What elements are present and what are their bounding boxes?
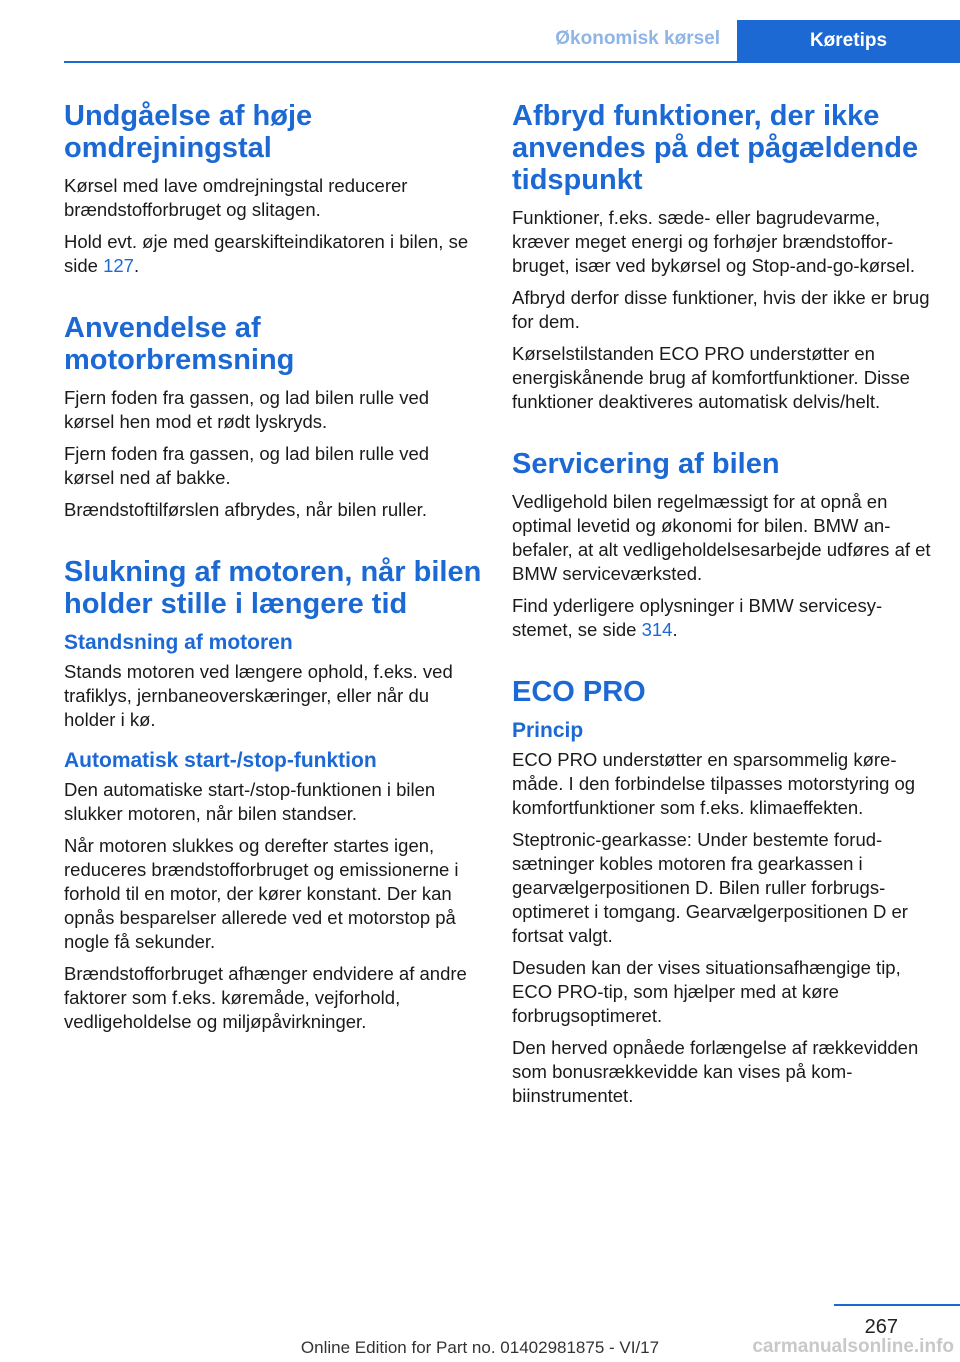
page-link-314[interactable]: 314 xyxy=(641,619,673,640)
header-section-title: Økonomisk kørsel xyxy=(555,28,720,49)
paragraph: Kørsel med lave omdrejningstal reducerer brændstofforbruget og slitagen. xyxy=(64,175,408,220)
heading-servicering: Servicering af bilen xyxy=(512,448,780,480)
paragraph: Stands motoren ved længere ophold, f.eks. ved trafiklys, jernbaneoverskæringer, eller når du holder i kø. xyxy=(64,661,453,730)
heading-undgaaelse: Undgåelse af høje omdrejningstal xyxy=(64,100,313,164)
page-link-127[interactable]: 127 xyxy=(103,255,134,276)
heading-motorbremsning: Anvendelse af motorbremsning xyxy=(64,312,295,376)
paragraph: Afbryd derfor disse funktioner, hvis der ikke er brug for dem. xyxy=(512,287,930,332)
subheading-princip: Princip xyxy=(512,719,584,742)
paragraph: Fjern foden fra gassen, og lad bilen rulle ved kørsel ned af bakke. xyxy=(64,443,430,488)
page-header xyxy=(0,0,960,62)
paragraph: Steptronic-gearkasse: Under bestemte forudsætninger kobles motoren fra gearkassen i gearvælgerpositionen D. Bilen ruller forbrugsoptimeret i tomgang. Gearvælgerpositionen D er fortsat valgt. xyxy=(512,829,908,946)
paragraph: Brændstofforbruget afhænger endvidere af andre faktorer som f.eks. køremåde, vejforhold, vedligeholdelse og miljøpåvirkninger. xyxy=(64,963,467,1032)
subheading-standsning: Standsning af motoren xyxy=(64,631,293,654)
paragraph: Kørselstilstanden ECO PRO understøtter en energiskånende brug af komfortfunktioner. Disse funktioner deaktiveres automatisk delvis/helt. xyxy=(512,343,910,412)
paragraph: Vedligehold bilen regelmæssigt for at opnå en optimal levetid og økonomi for bilen. BMW anbefaler, at alt vedligeholdelsesarbejde udføres af et BMW serviceværksted. xyxy=(512,491,931,584)
heading-eco-pro: ECO PRO xyxy=(512,676,646,708)
paragraph-text: Hold evt. øje med gearskifteindikatoren i bilen, se side xyxy=(64,231,469,276)
paragraph: Den herved opnåede forlængelse af rækkevidden som bonusrækkevidde kan vises på kombiinstrumentet. xyxy=(512,1037,919,1106)
paragraph: Når motoren slukkes og derefter startes igen, reduceres brændstofforbruget og emissionerne i forhold til en motor, der kører konstant. Der kan opnås besparelser allerede ved et motorstop på nogle få sekunder. xyxy=(64,835,459,952)
heading-slukning: Slukning af motoren, når bilen holder stille i længere tid xyxy=(64,556,482,620)
paragraph: Den automatiske start-/stop-funktionen i bilen slukker motoren, når bilen standser. xyxy=(64,779,436,824)
header-rule xyxy=(64,61,960,63)
paragraph-end: . xyxy=(672,619,678,640)
paragraph: Brændstoftilførslen afbrydes, når bilen ruller. xyxy=(64,499,427,520)
watermark: carmanualsonline.info xyxy=(752,1336,954,1357)
page-number: 267 xyxy=(864,1316,898,1338)
paragraph: ECO PRO understøtter en sparsommelig køremåde. I den forbindelse tilpasses motorstyring og komfortfunktioner som f.eks. klimaeffekten. xyxy=(512,749,916,818)
header-chapter-tab[interactable]: Køretips xyxy=(737,20,960,62)
paragraph: Desuden kan der vises situationsafhængige tip, ECO PRO-tip, som hjælper med at køre forbrugsoptimeret. xyxy=(512,957,901,1026)
left-column xyxy=(64,100,482,1042)
paragraph-with-link xyxy=(512,594,932,642)
footer-rule xyxy=(834,1304,960,1306)
footer-edition: Online Edition for Part no. 01402981875 - VI/17 xyxy=(300,1338,660,1357)
paragraph: Funktioner, f.eks. sæde- eller bagrudevarme, kræver meget energi og forhøjer brændstofforbruget, især ved bykørsel og Stop-and-go-kørsel. xyxy=(512,207,916,276)
paragraph-with-link xyxy=(64,230,482,278)
paragraph-text: Find yderligere oplysninger i BMW servicesystemet, se side xyxy=(512,595,883,640)
paragraph: Fjern foden fra gassen, og lad bilen rulle ved kørsel hen mod et rødt lyskryds. xyxy=(64,387,430,432)
paragraph-end: . xyxy=(133,255,140,276)
heading-afbryd-funktioner: Afbryd funktioner, der ikke anvendes på det pågældende tidspunkt xyxy=(512,100,919,196)
right-column xyxy=(512,100,932,1116)
subheading-start-stop: Automatisk start-/stop-funktion xyxy=(64,749,377,772)
